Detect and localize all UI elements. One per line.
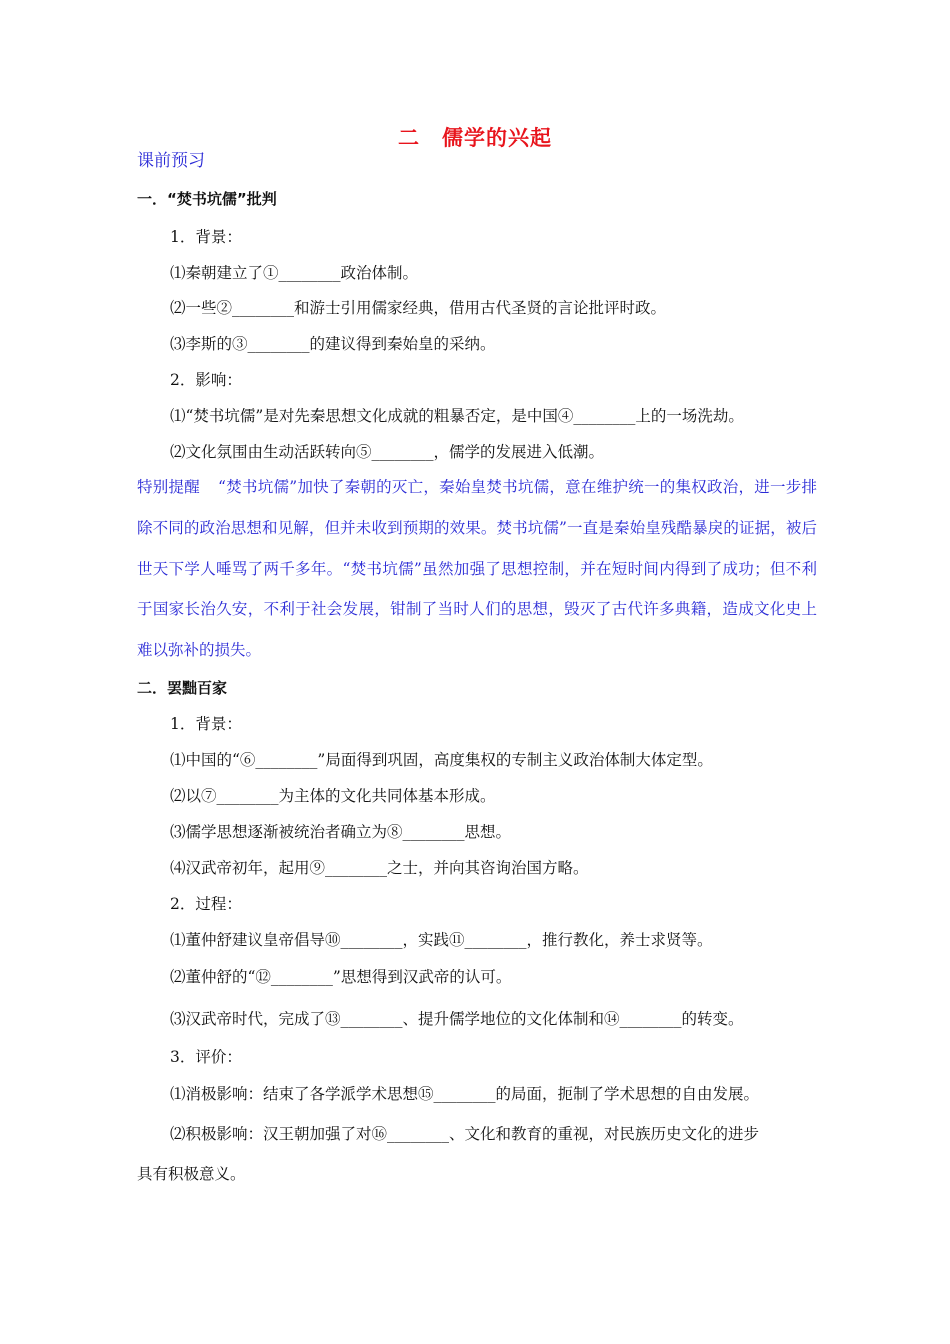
section1-bg-label: 1．背景： [170,228,242,246]
section2-process-item: ⑴董仲舒建议皇帝倡导⑩________，实践⑪________，推行教化，养士求贤等。 [170,931,713,949]
section1-bg-item: ⑶李斯的③________的建议得到秦始皇的采纳。 [170,335,496,353]
section1-impact-item: ⑴“焚书坑儒”是对先秦思想文化成就的粗暴否定，是中国④________上的一场洗劫。 [170,407,744,425]
section2-bg-item: ⑶儒学思想逐渐被统治者确立为⑧________思想。 [170,823,512,841]
section1-impact-label: 2．影响： [170,371,242,389]
section2-process-label: 2．过程： [170,895,242,913]
section2-bg-item: ⑴中国的“⑥________”局面得到巩固，高度集权的专制主义政治体制大体定型。 [170,751,713,769]
special-note [137,467,817,671]
section2-bg-item: ⑷汉武帝初年，起用⑨________之士，并向其咨询治国方略。 [170,859,589,877]
section1-impact-item: ⑵文化氛围由生动活跃转向⑤________，儒学的发展进入低潮。 [170,443,605,461]
section2-process-item: ⑵董仲舒的“⑫________”思想得到汉武帝的认可。 [170,968,512,986]
section2-bg-label: 1．背景： [170,715,242,733]
section2-eval-label: 3．评价： [170,1048,242,1066]
section1-bg-item: ⑵一些②________和游士引用儒家经典，借用古代圣贤的言论批评时政。 [170,299,667,317]
section2-eval-item-cont: 具有积极意义。 [137,1165,246,1183]
document-title: 二 儒学的兴起 [398,126,552,150]
preview-subtitle: 课前预习 [137,151,205,171]
section2-heading: 二．罢黜百家 [137,679,228,697]
section1-bg-item: ⑴秦朝建立了①________政治体制。 [170,264,419,282]
section2-eval-item: ⑴消极影响：结束了各学派学术思想⑮________的局面，扼制了学术思想的自由发展。 [170,1085,760,1103]
special-note-label: 特别提醒 [137,478,201,496]
section2-process-item: ⑶汉武帝时代，完成了⑬________、提升儒学地位的文化体制和⑭________的转变。 [170,1010,744,1028]
section2-eval-item: ⑵积极影响：汉王朝加强了对⑯________、文化和教育的重视，对民族历史文化的进步 [170,1125,760,1143]
section2-bg-item: ⑵以⑦________为主体的文化共同体基本形成。 [170,787,496,805]
special-note-text: “焚书坑儒”加快了秦朝的灭亡，秦始皇焚书坑儒，意在维护统一的集权政治，进一步排除不同的政治思想和见解，但并未收到预期的效果。焚书坑儒”一直是秦始皇残酷暴戾的证据，被后世天下学人唾骂了两千多年。“焚书坑儒”虽然加强了思想控制，并在短时间内得到了成功；但不利于国家长治久安，不利于社会发展，钳制了当时人们的思想，毁灭了古代许多典籍，造成文化史上难以弥补的损失。 [137,478,817,660]
section1-heading: 一．“焚书坑儒”批判 [137,190,277,208]
